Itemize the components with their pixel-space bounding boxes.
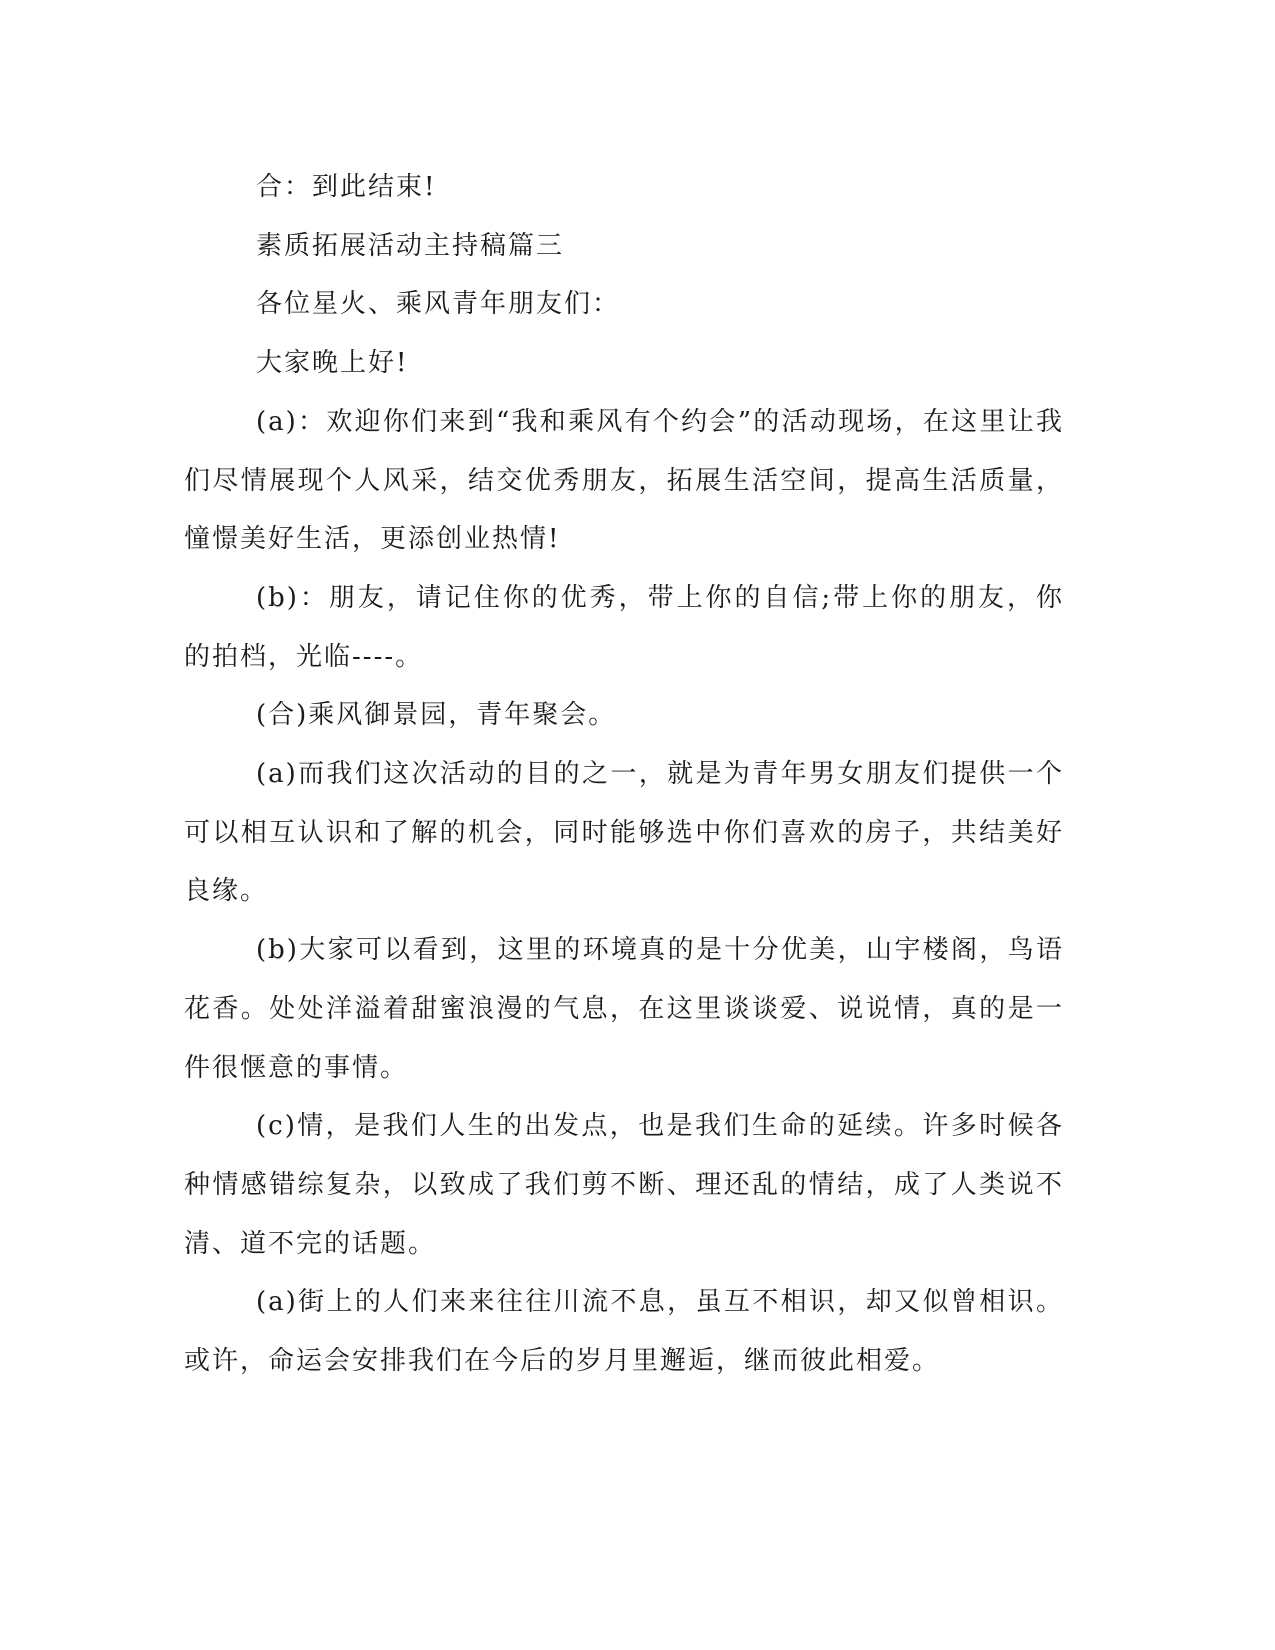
paragraph-host-a-welcome: (a)：欢迎你们来到“我和乘风有个约会”的活动现场，在这里让我们尽情展现个人风采，结交优秀朋友，拓展生活空间，提高生活质量，憧憬美好生活，更添创业热情! [184, 406, 1064, 555]
paragraph-greeting: 大家晚上好! [256, 348, 409, 379]
paragraph-section-title: 素质拓展活动主持稿篇三 [256, 230, 565, 261]
paragraph-host-b-invite: (b)：朋友，请记住你的优秀，带上你的自信;带上你的朋友，你的拍档，光临----。 [184, 582, 1064, 672]
paragraph-closing: 合：到此结束! [256, 172, 437, 202]
document-body [184, 158, 1064, 1391]
paragraph-host-c-emotion: (c)情，是我们人生的出发点，也是我们生命的延续。许多时候各种情感错综复杂，以致成了我们剪不断、理还乱的情结，成了人类说不清、道不完的话题。 [184, 1111, 1064, 1259]
paragraph-together: (合)乘风御景园，青年聚会。 [256, 700, 617, 731]
paragraph-host-a-purpose: (a)而我们这次活动的目的之一，就是为青年男女朋友们提供一个可以相互认识和了解的机会，同时能够选中你们喜欢的房子，共结美好良缘。 [184, 759, 1064, 907]
paragraph-host-a-street: (a)街上的人们来来往往川流不息，虽互不相识，却又似曾相识。或许，命运会安排我们在今后的岁月里邂逅，继而彼此相爱。 [184, 1287, 1064, 1377]
paragraph-salutation: 各位星火、乘风青年朋友们： [256, 289, 621, 320]
paragraph-host-b-environment: (b)大家可以看到，这里的环境真的是十分优美，山宇楼阁，鸟语花香。处处洋溢着甜蜜浪漫的气息，在这里谈谈爱、说说情，真的是一件很惬意的事情。 [184, 935, 1064, 1083]
